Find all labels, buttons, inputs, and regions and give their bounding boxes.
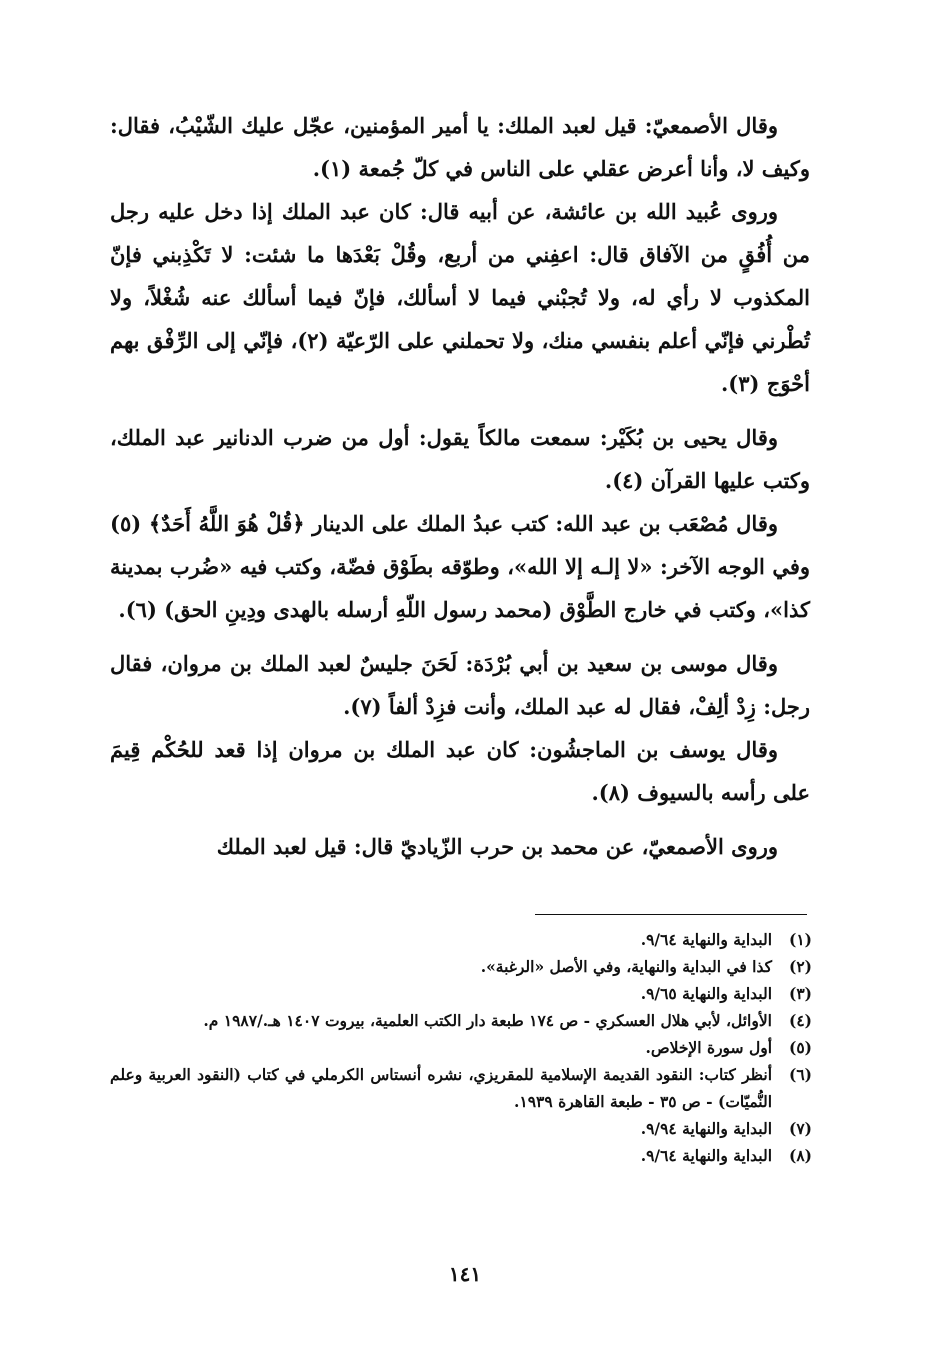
footnote-text: كذا في البداية والنهاية، وفي الأصل «الرغبة». (480, 957, 772, 976)
footnote-item (110, 1142, 812, 1169)
paragraph-asmai-grey-hair: وقال الأصمعيّ: قيل لعبد الملك: يا أمير المؤمنين، عجّل عليك الشّيْبُ، فقال: وكيف لا، وأنا أعرض عقلي على الناس في كلّ جُمعة (١). (110, 113, 810, 181)
paragraph-gap (110, 814, 810, 825)
paragraph-yusuf-swords: وقال يوسف بن الماجشُون: كان عبد الملك بن مروان إذا قعد للحُكْم قِيمَ على رأسه بالسيوف (٨). (110, 737, 810, 805)
paragraph-ubaidullah-four-conditions: وروى عُبيد الله بن عائشة، عن أبيه قال: كان عبد الملك إذا دخل عليه رجل من أُفُقٍ من الآفاق قال: اعفِني من أربع، وقُلْ بَعْدَها ما شئت: لا تَكْذِبني فإنّ المكذوب لا رأي له، ولا تُجبْني فيما لا أسألك، فإنّ فيما أسألك عنه شُغْلاً، ولا تُطْرني فإنّي أعلم بنفسي منك، ولا تحملني على الرّعيّة (٢)، فإنّي إلى الرِّفْق بهم أحْوَج (٣). (110, 199, 810, 396)
footnote-number: (٨) (788, 1146, 812, 1165)
footnote-number: (١) (788, 930, 812, 949)
footnote-item (110, 926, 812, 953)
footnote-item (110, 1034, 812, 1061)
footnote-number: (٧) (788, 1119, 812, 1138)
paragraph-asmai-harb: وروى الأصمعيّ، عن محمد بن حرب الزّياديّ قال: قيل لعبد الملك (216, 834, 778, 859)
footnote-item (110, 980, 812, 1007)
paragraph-yahya-dinars: وقال يحيى بن بُكَيْر: سمعت مالكاً يقول: أول من ضرب الدنانير عبد الملك، وكتب عليها القرآن (٤). (110, 425, 810, 493)
footnote-text: البداية والنهاية ٩/٩٤. (640, 1119, 772, 1138)
main-text (110, 104, 810, 868)
footnote-number: (٥) (788, 1038, 812, 1057)
footnote-text: أول سورة الإخلاص. (645, 1038, 772, 1057)
page-number: ١٤١ (448, 1262, 482, 1286)
paragraph-gap (110, 631, 810, 642)
footnote-number: (٢) (788, 957, 812, 976)
footnote-item (110, 1061, 812, 1115)
footnote-item (110, 1007, 812, 1034)
paragraph-gap (110, 405, 810, 416)
footnote-number: (٦) (788, 1065, 812, 1084)
footnote-text: البداية والنهاية ٩/٦٥. (640, 984, 772, 1003)
footnotes (110, 926, 812, 1169)
footnote-item (110, 953, 812, 980)
paragraph-musa-grammar-error: وقال موسى بن سعيد بن أبي بُرْدَة: لَحَنَ جليسٌ لعبد الملك بن مروان، فقال رجل: زِدْ ألِفْ، فقال له عبد الملك، وأنت فزِدْ ألفاً (٧). (110, 651, 810, 719)
footnote-text: أنظر كتاب: النقود القديمة الإسلامية للمقريزي، نشره أنستاس الكرملي في كتاب (النقود العربية وعلم النُّميّات) - ص ٣٥ - طبعة القاهرة ١٩٣٩. (110, 1065, 772, 1111)
footnote-text: البداية والنهاية ٩/٦٤. (640, 1146, 772, 1165)
footnotes-divider (535, 914, 807, 915)
paragraph-musab-dinar-inscription: وقال مُصْعَب بن عبد الله: كتب عبدُ الملك على الدينار ﴿قُلْ هُوَ اللَّهُ أَحَدٌ﴾ (٥) وفي الوجه الآخر: «لا إلـه إلا الله»، وطوّقه بطَوْق فضّة، وكتب فيه «ضُرب بمدينة كذا»، وكتب في خارج الطَّوْق (محمد رسول اللّهِ أرسله بالهدى ودِينِ الحق) (٦). (110, 511, 810, 622)
footnote-item (110, 1115, 812, 1142)
footnote-text: الأوائل، لأبي هلال العسكري - ص ١٧٤ طبعة دار الكتب العلمية، بيروت ١٤٠٧ هـ./١٩٨٧ م. (203, 1011, 772, 1030)
footnote-text: البداية والنهاية ٩/٦٤. (640, 930, 772, 949)
footnote-number: (٣) (788, 984, 812, 1003)
footnote-number: (٤) (788, 1011, 812, 1030)
